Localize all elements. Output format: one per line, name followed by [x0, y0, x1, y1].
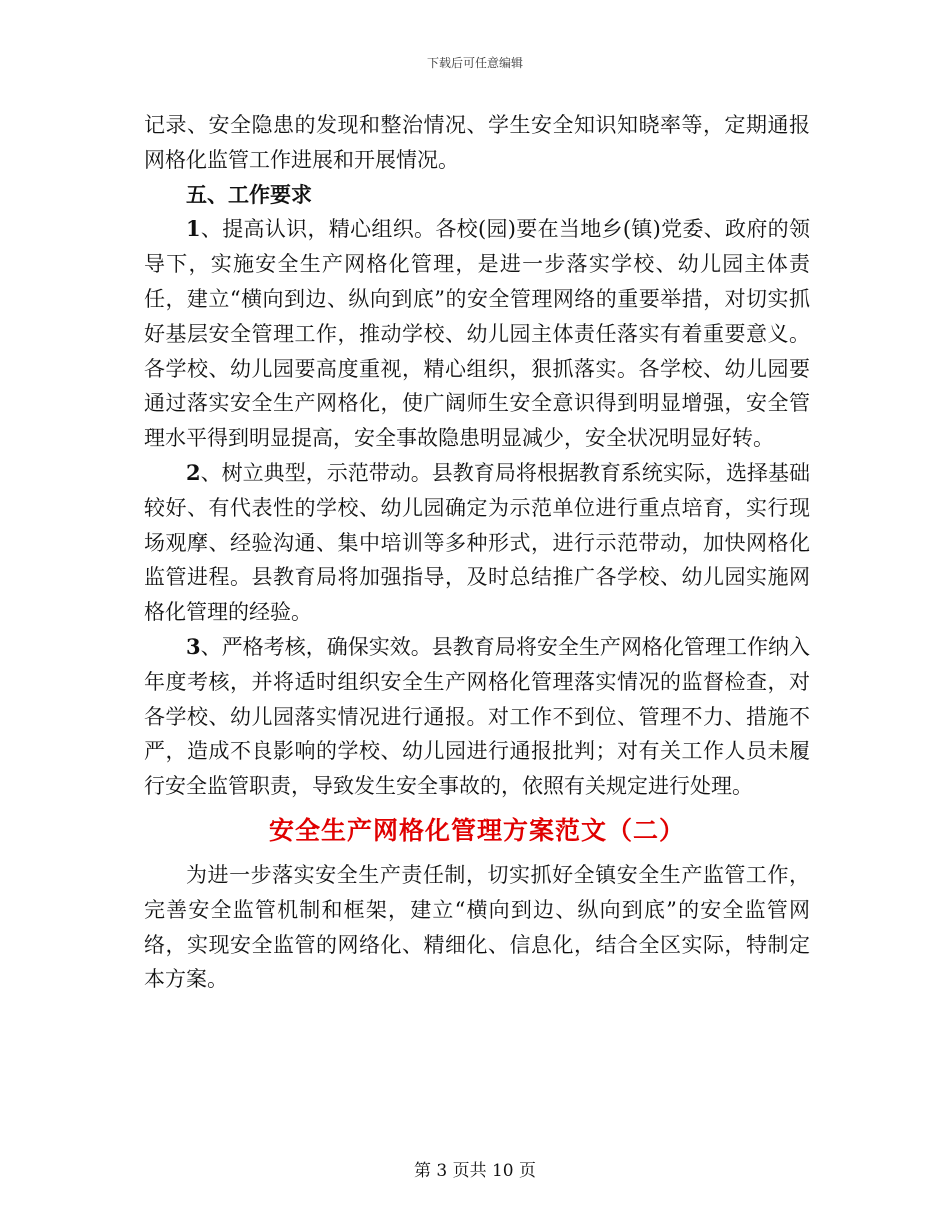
item-number: 1	[186, 216, 201, 242]
section-heading: 五、工作要求	[186, 181, 312, 207]
item-text: 、提高认识，精心组织。各校(园)要在当地乡(镇)党委、政府的领导下，实施安全生产网格化管理，是进一步落实学校、幼儿园主体责任，建立“横向到边、纵向到底”的安全管理网络的重要举措，对切实抓好基层安全管理工作，推动学校、幼儿园主体责任落实有着重要意义。各学校、幼儿园要高度重视，精心组织，狠抓落实。各学校、幼儿园要通过落实安全生产网格化，使广阔师生安全意识得到明显增强，安全管理水平得到明显提高，安全事故隐患明显减少，安全状况明显好转。	[144, 217, 810, 451]
page-number: 第 3 页共 10 页	[413, 1161, 537, 1181]
paragraph-item-1	[144, 212, 810, 456]
item-number: 2	[186, 459, 201, 485]
paragraph-item-2	[144, 456, 810, 630]
item-number: 3	[186, 633, 201, 659]
paragraph-continuation: 记录、安全隐患的发现和整治情况、学生安全知识知晓率等，定期通报网格化监管工作进展和开展情况。	[144, 113, 810, 172]
item-text: 、严格考核，确保实效。县教育局将安全生产网格化管理工作纳入年度考核，并将适时组织安全生产网格化管理落实情况的监督检查，对各学校、幼儿园落实情况进行通报。对工作不到位、管理不力、措施不严，造成不良影响的学校、幼儿园进行通报批判；对有关工作人员未履行安全监管职责，导致发生安全事故的，依照有关规定进行处理。	[144, 634, 810, 799]
paragraph-item-3	[144, 630, 810, 804]
document-body	[144, 108, 810, 997]
item-text: 、树立典型，示范带动。县教育局将根据教育系统实际，选择基础较好、有代表性的学校、幼儿园确定为示范单位进行重点培育，实行现场观摩、经验沟通、集中培训等多种形式，进行示范带动，加快网格化监管进程。县教育局将加强指导，及时总结推广各学校、幼儿园实施网格化管理的经验。	[144, 460, 810, 625]
paragraph-intro: 为进一步落实安全生产责任制，切实抓好全镇安全生产监管工作，完善安全监管机制和框架，建立“横向到边、纵向到底”的安全监管网络，实现安全监管的网络化、精细化、信息化，结合全区实际，特制定本方案。	[144, 862, 810, 992]
page-header-note: 下载后可任意编辑	[426, 56, 523, 70]
document-title: 安全生产网格化管理方案范文（二）	[268, 815, 685, 845]
